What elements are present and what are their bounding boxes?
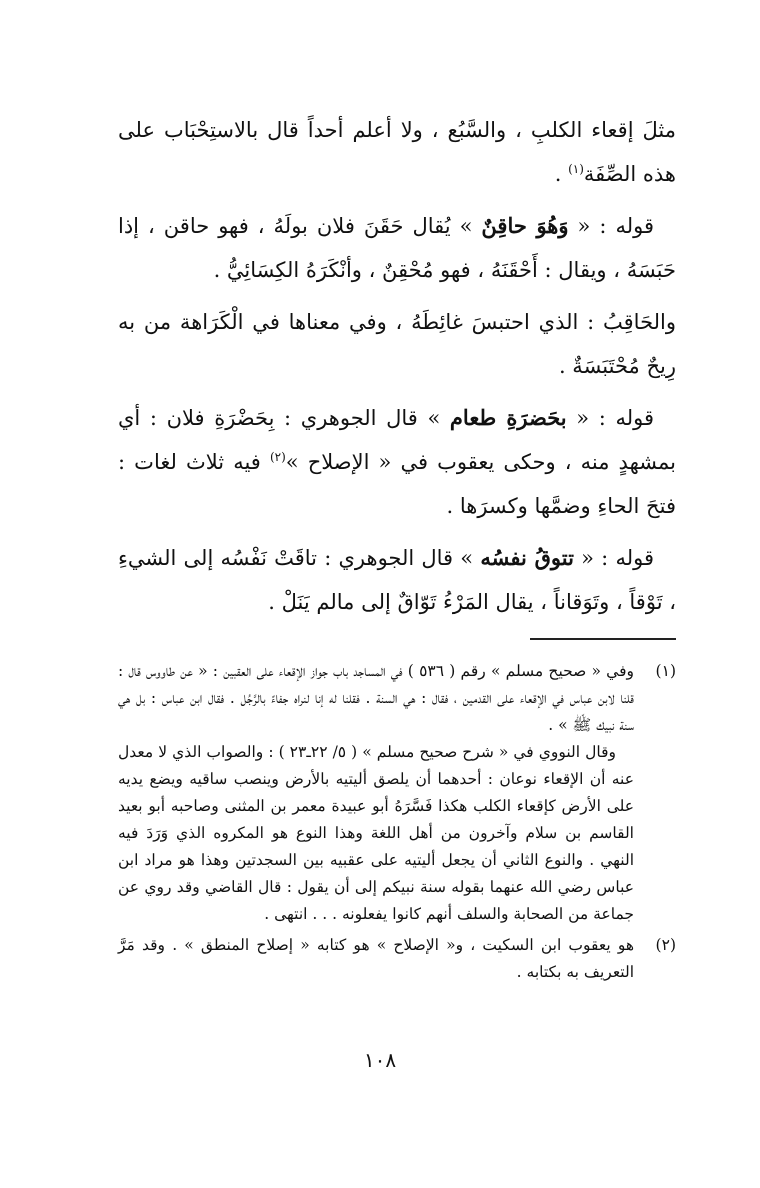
footnote-2-number: (٢) [655, 936, 676, 954]
bold-term-hadrat-taam: بحَضرَةِ طعام [449, 405, 567, 430]
main-text [118, 108, 676, 624]
footnote-ref-2[interactable]: (٢) [269, 450, 286, 464]
footnote-1-paragraph-1: وفي « صحيح مسلم » رقم ( ٥٣٦ ) في المساجد باب جواز الإقعاء على العقبين : « عن طاووس قال : قلنا لابن عباس في الإقعاء على القدمين ، فقال : هي السنة . فقلنا له إنا لنراه جفاءً بالرَّجُل . فقال ابن عباس : بل هي سنة نبيك ﷺ » . [118, 662, 634, 734]
paragraph-4-end: فيه ثلاث لغات : فتحَ الحاءِ وضمَّها وكسرَها . [118, 450, 676, 518]
footnote-2-paragraph-1: هو يعقوب ابن السكيت ، و« الإصلاح » هو كتابه « إصلاح المنطق » . وقد مَرَّ التعريف به بكتابه . [118, 936, 634, 981]
paragraph-1-text: مثلَ إقعاء الكلبِ ، والسَّبُع ، ولا أعلم أحداً قال بالاستِحْبَاب على هذه الصِّفَة [118, 118, 676, 186]
bold-term-tatuq-nafsuh: تتوقُ نفسُه [480, 545, 574, 570]
quote-open: قوله : « [568, 214, 654, 238]
paragraph-4 [118, 396, 676, 528]
quote-open: قوله : « [566, 406, 654, 430]
paragraph-3 [118, 300, 676, 388]
bold-term-haqin: وَهُوَ حاقِنٌ [481, 213, 569, 238]
footnote-divider [530, 638, 676, 640]
paragraph-2-text: » يُقال حَقَنَ فلان بولَهُ ، فهو حاقن ، إذا حَبَسَهُ ، ويقال : أَحْقَنَهُ ، فهو مُحْقِنٌ ، وأنْكَرَهُ الكِسَائِيُّ . [118, 214, 676, 282]
footnotes [118, 658, 676, 986]
paragraph-4-text: » قال الجوهري : بِحَضْرَةِ فلان : أي بمشهدٍ منه ، وحكى يعقوب في « الإصلاح » [118, 406, 676, 474]
page-number: ١٠٨ [363, 1048, 397, 1072]
book-page [118, 108, 676, 990]
footnote-1 [118, 658, 676, 928]
paragraph-1-end: . [554, 162, 569, 186]
paragraph-3-text: والحَاقِبُ : الذي احتبسَ غائِطَهُ ، وفي معناها في الْكَرَاهة من به رِيحٌ مُحْتَبَسَةٌ . [118, 310, 676, 378]
paragraph-2 [118, 204, 676, 292]
footnote-2 [118, 932, 676, 986]
quote-open: قوله : « [573, 546, 654, 570]
footnote-1-paragraph-2: وقال النووي في « شرح صحيح مسلم » ( ٥/ ٢٢ـ٢٣ ) : والصواب الذي لا معدل عنه أن الإقعاء نوعان : أحدهما أن يلصق أليتيه بالأرض وينصب ساقيه ويضع يديه على الأرض كإقعاء الكلب هكذا فَسَّرَهُ أبو عبيدة معمر بن المثنى وصاحبه أبو بعيد القاسم بن سلام وآخرون من أهل اللغة وهذا النوع هو المكروه الذي وَرَدَ فيه النهي . والنوع الثاني أن يجعل أليتيه على عقبيه بين السجدتين وهذا هو مراد ابن عباس رضي الله عنهما بقوله سنة نبيكم إلى أن يقول : قال القاضي وقد روي عن جماعة من الصحابة والسلف أنهم كانوا يفعلونه . . . انتهى . [118, 743, 634, 923]
footnote-1-number: (١) [655, 662, 676, 680]
paragraph-1 [118, 108, 676, 196]
footnote-ref-1[interactable]: (١) [568, 162, 584, 176]
paragraph-5-text: » قال الجوهري : تاقَتْ نَفْسُه إلى الشيءِ ، تَوْقاً ، وتَوَقاناً ، يقال المَرْءُ تَوّاقٌ إلى مالم يَنَلْ . [118, 546, 676, 614]
paragraph-5 [118, 536, 676, 624]
